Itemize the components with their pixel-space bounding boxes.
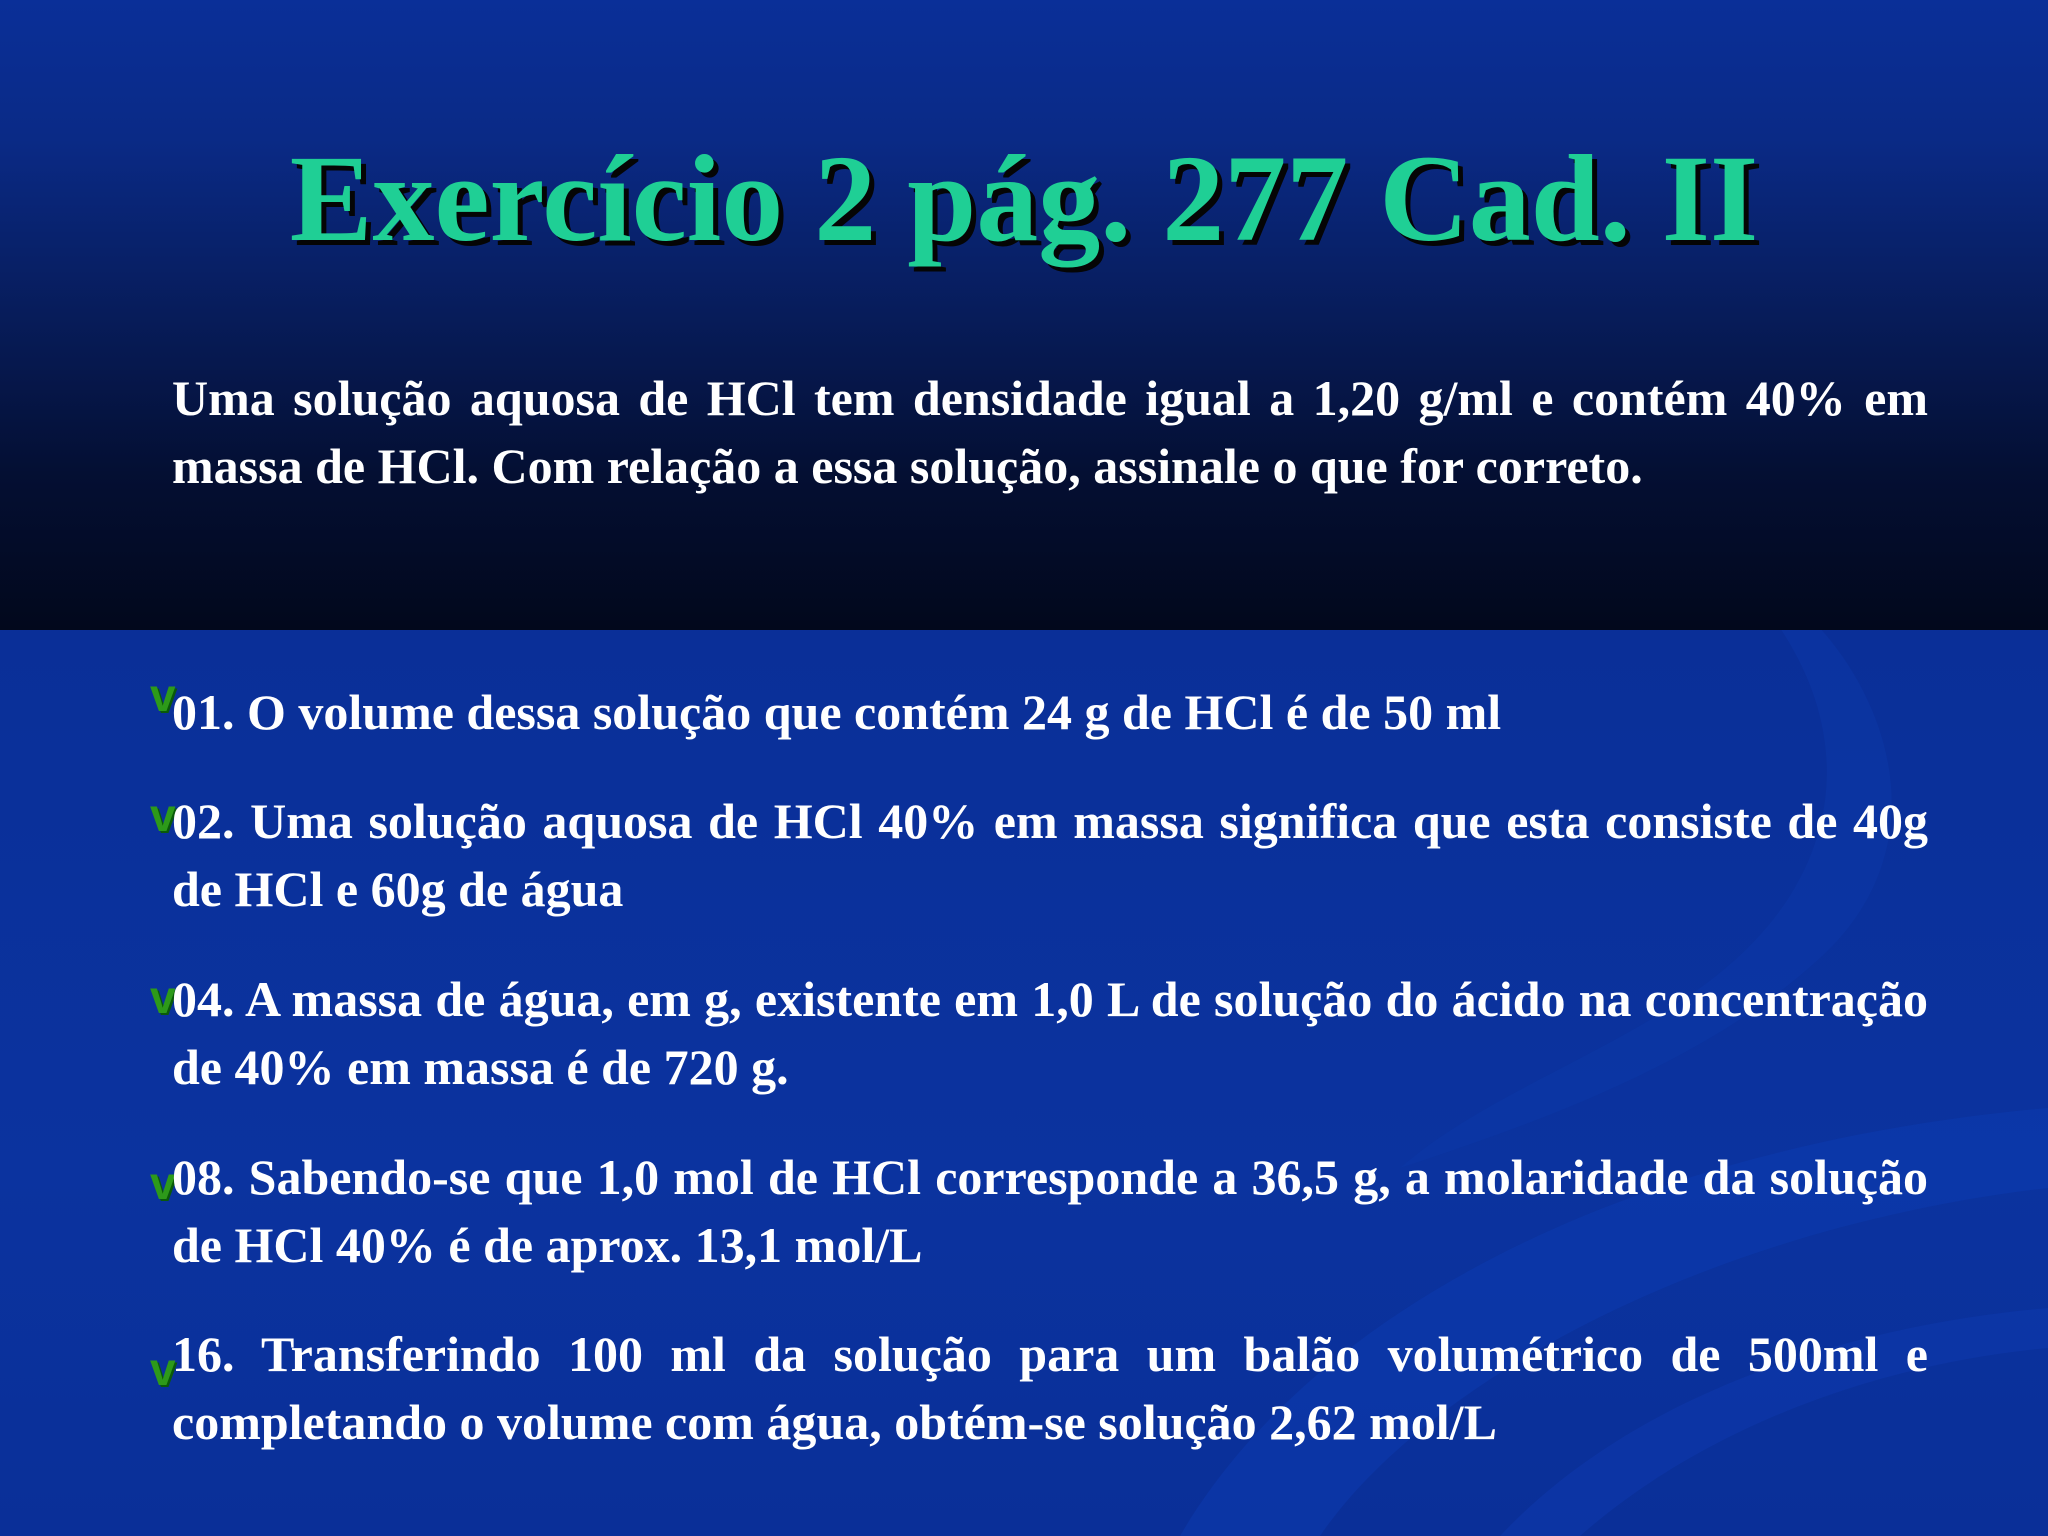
check-mark-icon: v [150,789,176,841]
answer-item-01: 01. O volume dessa solução que contém 24 g de HCl é de 50 ml [172,684,1502,740]
check-mark-icon: v [150,971,176,1023]
check-mark-icon: v [150,669,176,721]
check-mark-icon: v [150,1343,176,1395]
answer-item-04: 04. A massa de água, em g, existente em 1,0 L de solução do ácido na concentração de 40% em massa é de 720 g. [172,971,1928,1095]
answer-item-08: 08. Sabendo-se que 1,0 mol de HCl corresponde a 36,5 g, a molaridade da solução de HCl 40% é de aprox. 13,1 mol/L [172,1149,1928,1273]
background-upper [0,0,2048,630]
slide-title: Exercício 2 pág. 277 Cad. II [289,130,1759,267]
answer-item-16: 16. Transferindo 100 ml da solução para um balão volumétrico de 500ml e completando o volume com água, obtém-se solução 2,62 mol/L [172,1326,1928,1450]
question-intro: Uma solução aquosa de HCl tem densidade igual a 1,20 g/ml e contém 40% em massa de HCl. Com relação a essa solução, assinale o que for correto. [172,370,1928,494]
check-mark-icon: v [150,1157,176,1209]
answer-item-02: 02. Uma solução aquosa de HCl 40% em massa significa que esta consiste de 40g de HCl e 60g de água [172,793,1928,917]
